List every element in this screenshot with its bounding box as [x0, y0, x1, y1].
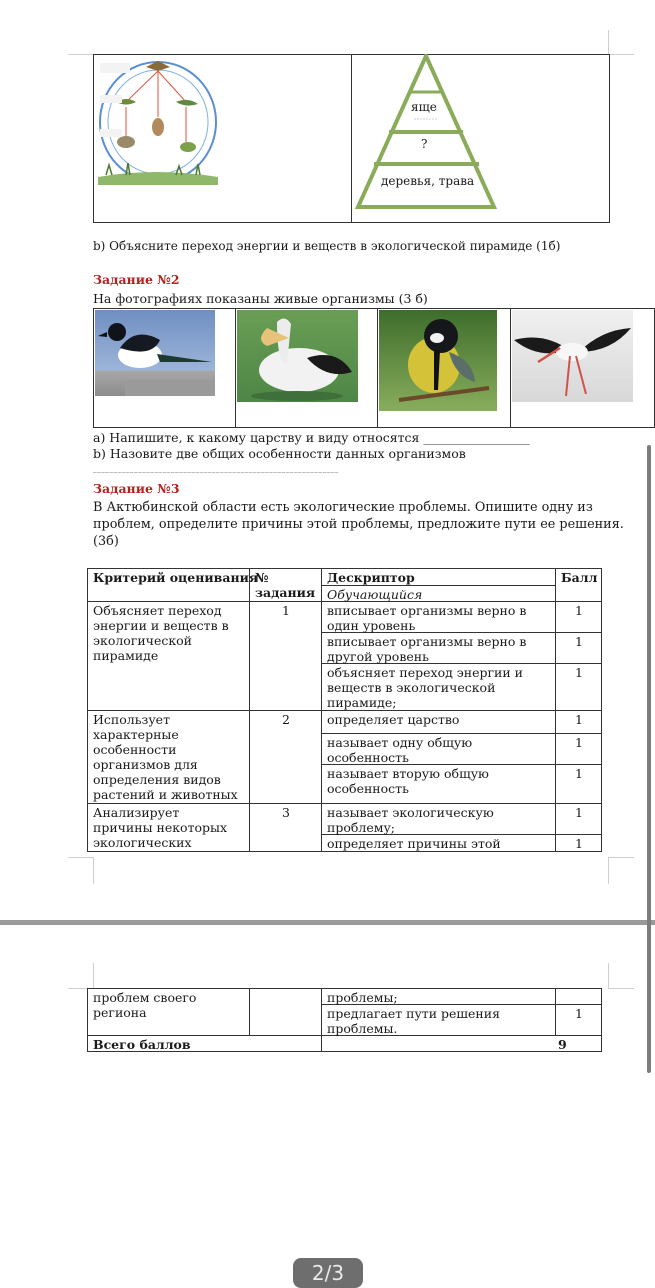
- task2-question-a: а) Напишите, к какому царству и виду относятся _________________: [93, 430, 530, 445]
- score-1-2: 1: [575, 634, 583, 649]
- total-label: Всего баллов: [93, 1037, 191, 1052]
- pyramid-level-top: яще: [411, 100, 437, 114]
- criterion-2: Использует характерные особенности организмов для определения видов растений и животных: [93, 712, 238, 802]
- corner-mark: [608, 30, 634, 55]
- task2-question-b: b) Назовите две общих особенности данных организмов: [93, 446, 466, 461]
- corner-mark: [68, 857, 94, 884]
- descriptor-2-3: называет вторую общую особенность: [327, 766, 489, 796]
- scrollbar[interactable]: [647, 445, 651, 1073]
- descriptor-2-1: определяет царство: [327, 712, 460, 727]
- descriptor-1-2: вписывает организмы верно в другой уровень: [327, 634, 527, 664]
- descriptor-3-2: определяет причины этой: [327, 836, 501, 851]
- corner-mark: [608, 963, 634, 989]
- ecological-pyramid: [352, 54, 502, 214]
- descriptor-3-3: предлагает пути решения проблемы.: [327, 1006, 500, 1036]
- question-b-energy: b) Объясните переход энергии и веществ в экологической пирамиде (1б): [93, 239, 561, 253]
- page-separator: [0, 920, 655, 925]
- header-descriptor: Дескриптор: [327, 570, 415, 585]
- task-number-3: 3: [282, 805, 290, 820]
- score-2-3: 1: [575, 766, 583, 781]
- header-criterion: Критерий оценивания: [93, 570, 259, 585]
- header-student: Обучающийся: [327, 587, 423, 602]
- magpie-photo: [95, 310, 215, 396]
- corner-mark: [608, 857, 634, 884]
- corner-mark: [68, 963, 94, 989]
- score-3-1: 1: [575, 805, 583, 820]
- descriptor-1-3: объясняет переход энергии и веществ в экологической пирамиде;: [327, 665, 524, 710]
- descriptor-3-1: называет экологическую проблему;: [327, 805, 494, 835]
- descriptor-1-1: вписывает организмы верно в один уровень: [327, 603, 527, 633]
- score-1-3: 1: [575, 665, 583, 680]
- pyramid-level-middle: ?: [421, 137, 428, 151]
- task-number-2: 2: [282, 712, 290, 727]
- food-web-diagram: [96, 57, 222, 187]
- task3-line3: (3б): [93, 534, 119, 549]
- task3-line1: В Актюбинской области есть экологические проблемы. Опишите одну из: [93, 500, 593, 515]
- task3-line2: проблем, определите причины этой проблемы, предложите пути ее решения.: [93, 517, 624, 532]
- corner-mark: [68, 54, 93, 55]
- total-value: 9: [558, 1037, 567, 1052]
- descriptor-3-2-continued: проблемы;: [327, 990, 398, 1005]
- task2-title: Задание №2: [93, 272, 180, 287]
- task2-intro: На фотографиях показаны живые организмы (3 б): [93, 291, 428, 306]
- pelican-photo: [237, 310, 358, 402]
- answer-line: ____________________________________________________________: [93, 465, 339, 473]
- score-2-2: 1: [575, 735, 583, 750]
- pyramid-level-bottom: деревья, трава: [381, 174, 475, 188]
- criterion-3-continued: проблем своего региона: [93, 990, 197, 1020]
- criterion-1: Объясняет переход энергии и веществ в экологической пирамиде: [93, 603, 229, 663]
- stork-photo: [512, 310, 633, 402]
- header-task-number: № задания: [255, 570, 316, 600]
- criterion-3: Анализирует причины некоторых экологических: [93, 805, 228, 850]
- descriptor-2-2: называет одну общую особенность: [327, 735, 473, 765]
- header-score: Балл: [561, 570, 598, 585]
- corner-mark: [68, 54, 94, 84]
- task3-title: Задание №3: [93, 481, 180, 496]
- page-indicator: 2/3: [293, 1258, 363, 1288]
- score-2-1: 1: [575, 712, 583, 727]
- task-number-1: 1: [282, 603, 290, 618]
- score-3-3: 1: [575, 1006, 583, 1021]
- great-tit-photo: [379, 310, 497, 411]
- score-1-1: 1: [575, 603, 583, 618]
- score-3-2: 1: [575, 836, 583, 851]
